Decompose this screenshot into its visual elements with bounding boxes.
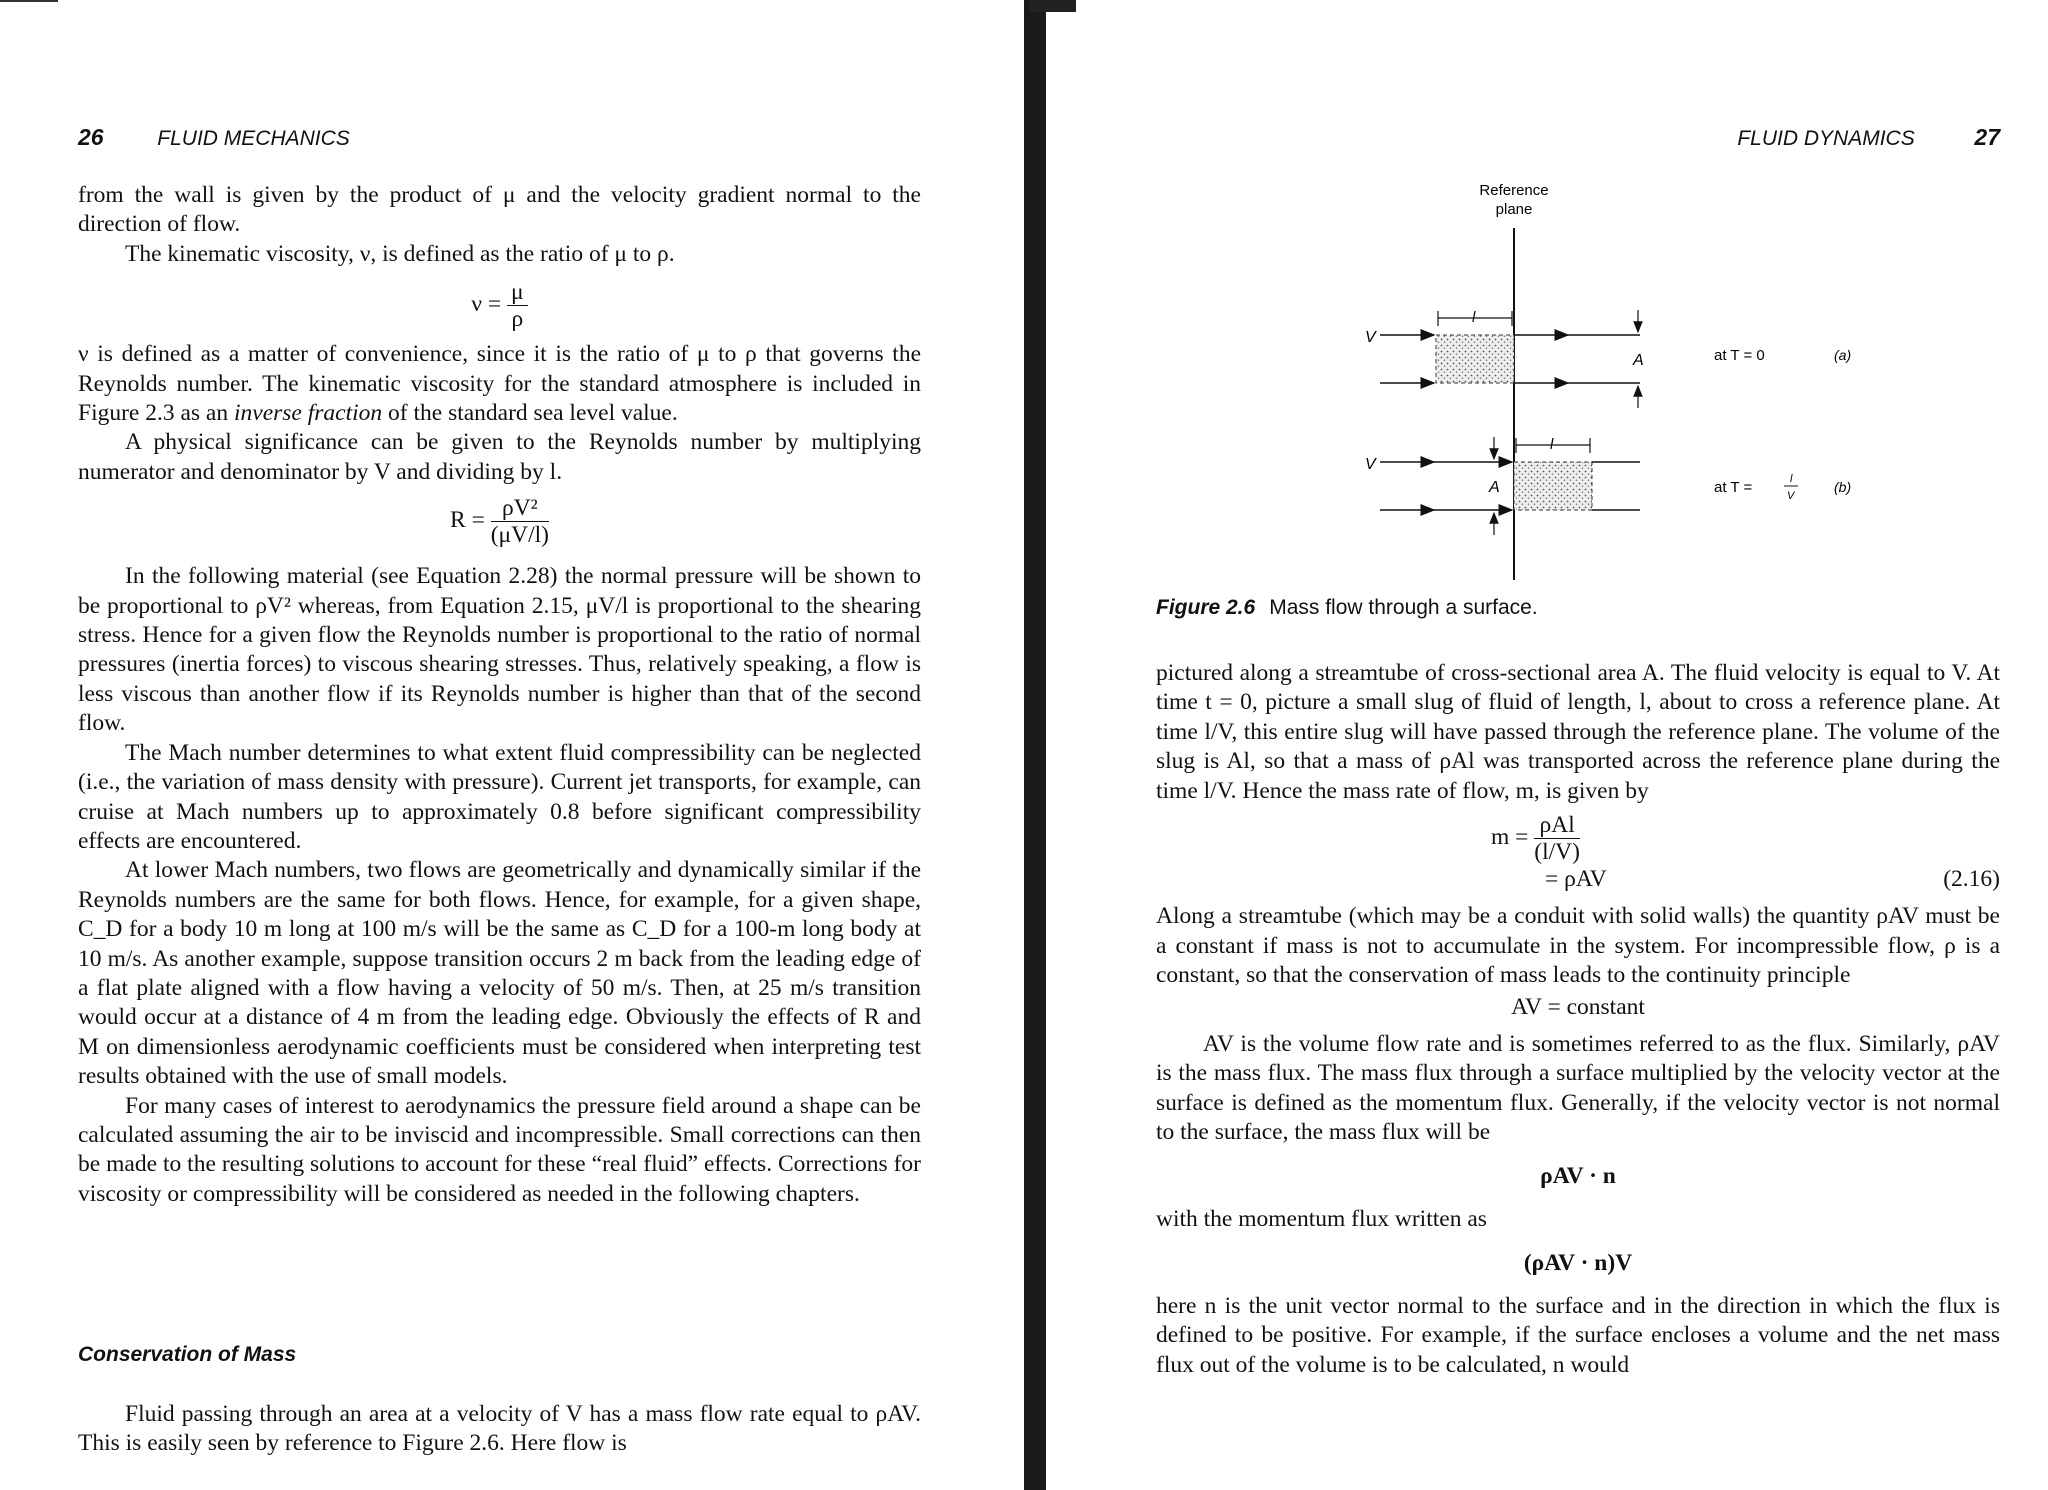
- figure-label: Figure 2.6: [1156, 596, 1256, 619]
- running-head-title: FLUID DYNAMICS: [1737, 127, 1915, 150]
- book-spine: [1024, 0, 1046, 1490]
- paragraph: The kinematic viscosity, ν, is defined as the ratio of μ to ρ.: [125, 240, 675, 267]
- paragraph: At lower Mach numbers, two flows are geometrically and dynamically similar if the Reynolds numbers are the same for both flows. Hence, for example, for a given shape, C_D for a body 10 m long at 100 m/s will be the same as C_D for a 100-m long body at 10 m/s. As another example, suppose transition occurs 2 m back from the leading edge of a flat plate aligned with a flow having a velocity of 50 m/s. Then, at 25 m/s transition would occur at a distance of 4 m from the leading edge. Obviously the effects of R and M on dimensionless aerodynamic coefficients must be considered when interpreting test results obtained with the use of small models.: [78, 857, 921, 1090]
- panel-tag-b: (b): [1834, 479, 1852, 495]
- left-page: [0, 0, 1020, 1490]
- paragraph: ν is defined as a matter of convenience, since it is the ratio of μ to ρ that governs the Reynolds number. The kinematic viscosity for the standard atmosphere is included in Figure 2.3 as an inverse fraction of the standard sea level value.: [78, 341, 921, 427]
- equation-nu: [78, 279, 921, 332]
- right-body: [1156, 659, 2000, 1380]
- paragraph: In the following material (see Equation 2.28) the normal pressure will be shown to be proportional to ρV² whereas, from Equation 2.15, μV/l is proportional to the shearing stress. Hence for a given flow the Reynolds number is proportional to the ratio of normal pressures (inertia forces) to viscous shearing stresses. Thus, relatively speaking, a flow is less viscous than another flow if its Reynolds number is higher than that of the second flow.: [78, 563, 921, 737]
- fraction: [1534, 812, 1580, 865]
- velocity-label: V: [1365, 456, 1376, 473]
- paragraph: Along a streamtube (which may be a conduit with solid walls) the quantity ρAV must be a constant if mass is not to accumulate in the system. For incompressible flow, ρ is a constant, so that the conservation of mass leads to the continuity principle: [1156, 903, 2000, 989]
- paragraph: pictured along a streamtube of cross-sectional area A. The fluid velocity is equal to V. At time t = 0, picture a small slug of fluid of length, l, about to cross a reference plane. At time l/V, this entire slug will have passed through the reference plane. The volume of the slug is Al, so that a mass of ρAl was transported across the reference plane during the time l/V. Hence the mass rate of flow, m, is given by: [1156, 660, 2000, 804]
- area-label: A: [1633, 352, 1644, 369]
- fraction-numerator: μ: [507, 279, 528, 306]
- paragraph: The Mach number determines to what extent fluid compressibility can be neglected (i.e., the variation of mass density with pressure). Current jet transports, for example, can cruise at Mach numbers up to approximately 0.8 before significant compressibility effects are encountered.: [78, 739, 921, 854]
- fraction-denominator: (l/V): [1534, 839, 1580, 866]
- paragraph: with the momentum flux written as: [1156, 1206, 1487, 1233]
- time-label-b-numerator: l: [1790, 473, 1793, 485]
- paragraph: from the wall is given by the product of μ and the velocity gradient normal to the direction of flow.: [78, 182, 921, 238]
- fraction-denominator: (μV/l): [490, 522, 549, 549]
- equation-reynolds: [78, 495, 921, 548]
- fluid-slug-a: [1436, 335, 1514, 383]
- section-heading: Conservation of Mass: [78, 1343, 297, 1366]
- equation-lhs: m =: [1491, 823, 1529, 850]
- equation-number: (2.16): [1943, 866, 2000, 893]
- equation-line: [1156, 812, 2000, 865]
- equation-line: [1156, 865, 2000, 894]
- figure-caption-text: Mass flow through a surface.: [1269, 596, 1538, 619]
- equation-mass-flux: ρAV · n: [1540, 1162, 1616, 1189]
- equation-rhs: = ρAV: [1545, 866, 1607, 893]
- reference-plane-label: plane: [1495, 201, 1533, 218]
- equation-continuity: AV = constant: [1511, 993, 1645, 1020]
- area-label: A: [1489, 479, 1500, 496]
- fraction-numerator: ρAl: [1534, 812, 1580, 839]
- page-number: 27: [1974, 124, 2000, 150]
- italic-phrase: inverse fraction: [234, 400, 383, 427]
- reference-plane-label: Reference: [1479, 182, 1549, 199]
- length-label: l: [1550, 436, 1554, 453]
- panel-tag-a: (a): [1834, 347, 1852, 363]
- fraction-denominator: ρ: [511, 306, 524, 333]
- time-label-a: at T = 0: [1714, 347, 1765, 364]
- figure-mass-flow: [1350, 170, 1870, 590]
- paragraph: Fluid passing through an area at a velocity of V has a mass flow rate equal to ρAV. This is easily seen by reference to Figure 2.6. Here flow is: [78, 1401, 921, 1457]
- fraction-numerator: ρV²: [491, 495, 549, 522]
- running-head-right: [1737, 124, 2000, 151]
- fraction: [491, 495, 549, 548]
- paragraph: AV is the volume flow rate and is sometimes referred to as the flux. Similarly, ρAV is the mass flux. The mass flux through a surface multiplied by the velocity vector at the surface is defined as the momentum flux. Generally, if the velocity vector is not normal to the surface, the mass flux will be: [1156, 1031, 2000, 1146]
- equation-lhs: ν =: [471, 291, 502, 318]
- equation-momentum-flux: (ρAV · n)V: [1523, 1249, 1633, 1276]
- fluid-slug-b: [1514, 462, 1592, 510]
- equation-mass-flow: [1156, 812, 2000, 894]
- left-body-bottom: [78, 1400, 921, 1459]
- paragraph: here n is the unit vector normal to the surface and in the direction in which the flux is defined to be positive. For example, if the surface encloses a volume and the net mass flux out of the volume is to be calculated, n would: [1156, 1292, 2000, 1378]
- left-body-top: [78, 181, 921, 1209]
- time-label-b-denominator: V: [1787, 490, 1795, 502]
- running-head-left: [78, 124, 350, 151]
- paragraph: A physical significance can be given to the Reynolds number by multiplying numerator and denominator by V and dividing by l.: [78, 429, 921, 485]
- velocity-label: V: [1365, 329, 1376, 346]
- figure-caption: [1156, 596, 1538, 620]
- running-head-title: FLUID MECHANICS: [157, 127, 350, 150]
- time-label-b: at T =: [1714, 479, 1753, 496]
- fraction: [507, 279, 528, 332]
- equation-lhs: R =: [450, 507, 485, 534]
- length-label: l: [1472, 309, 1476, 326]
- right-page: [1050, 0, 2048, 1490]
- page-number: 26: [78, 124, 104, 150]
- paragraph: For many cases of interest to aerodynamics the pressure field around a shape can be calculated assuming the air to be inviscid and incompressible. Small corrections can then be made to the resulting solutions to account for these “real fluid” effects. Corrections for viscosity or compressibility will be considered as needed in the following chapters.: [78, 1092, 921, 1207]
